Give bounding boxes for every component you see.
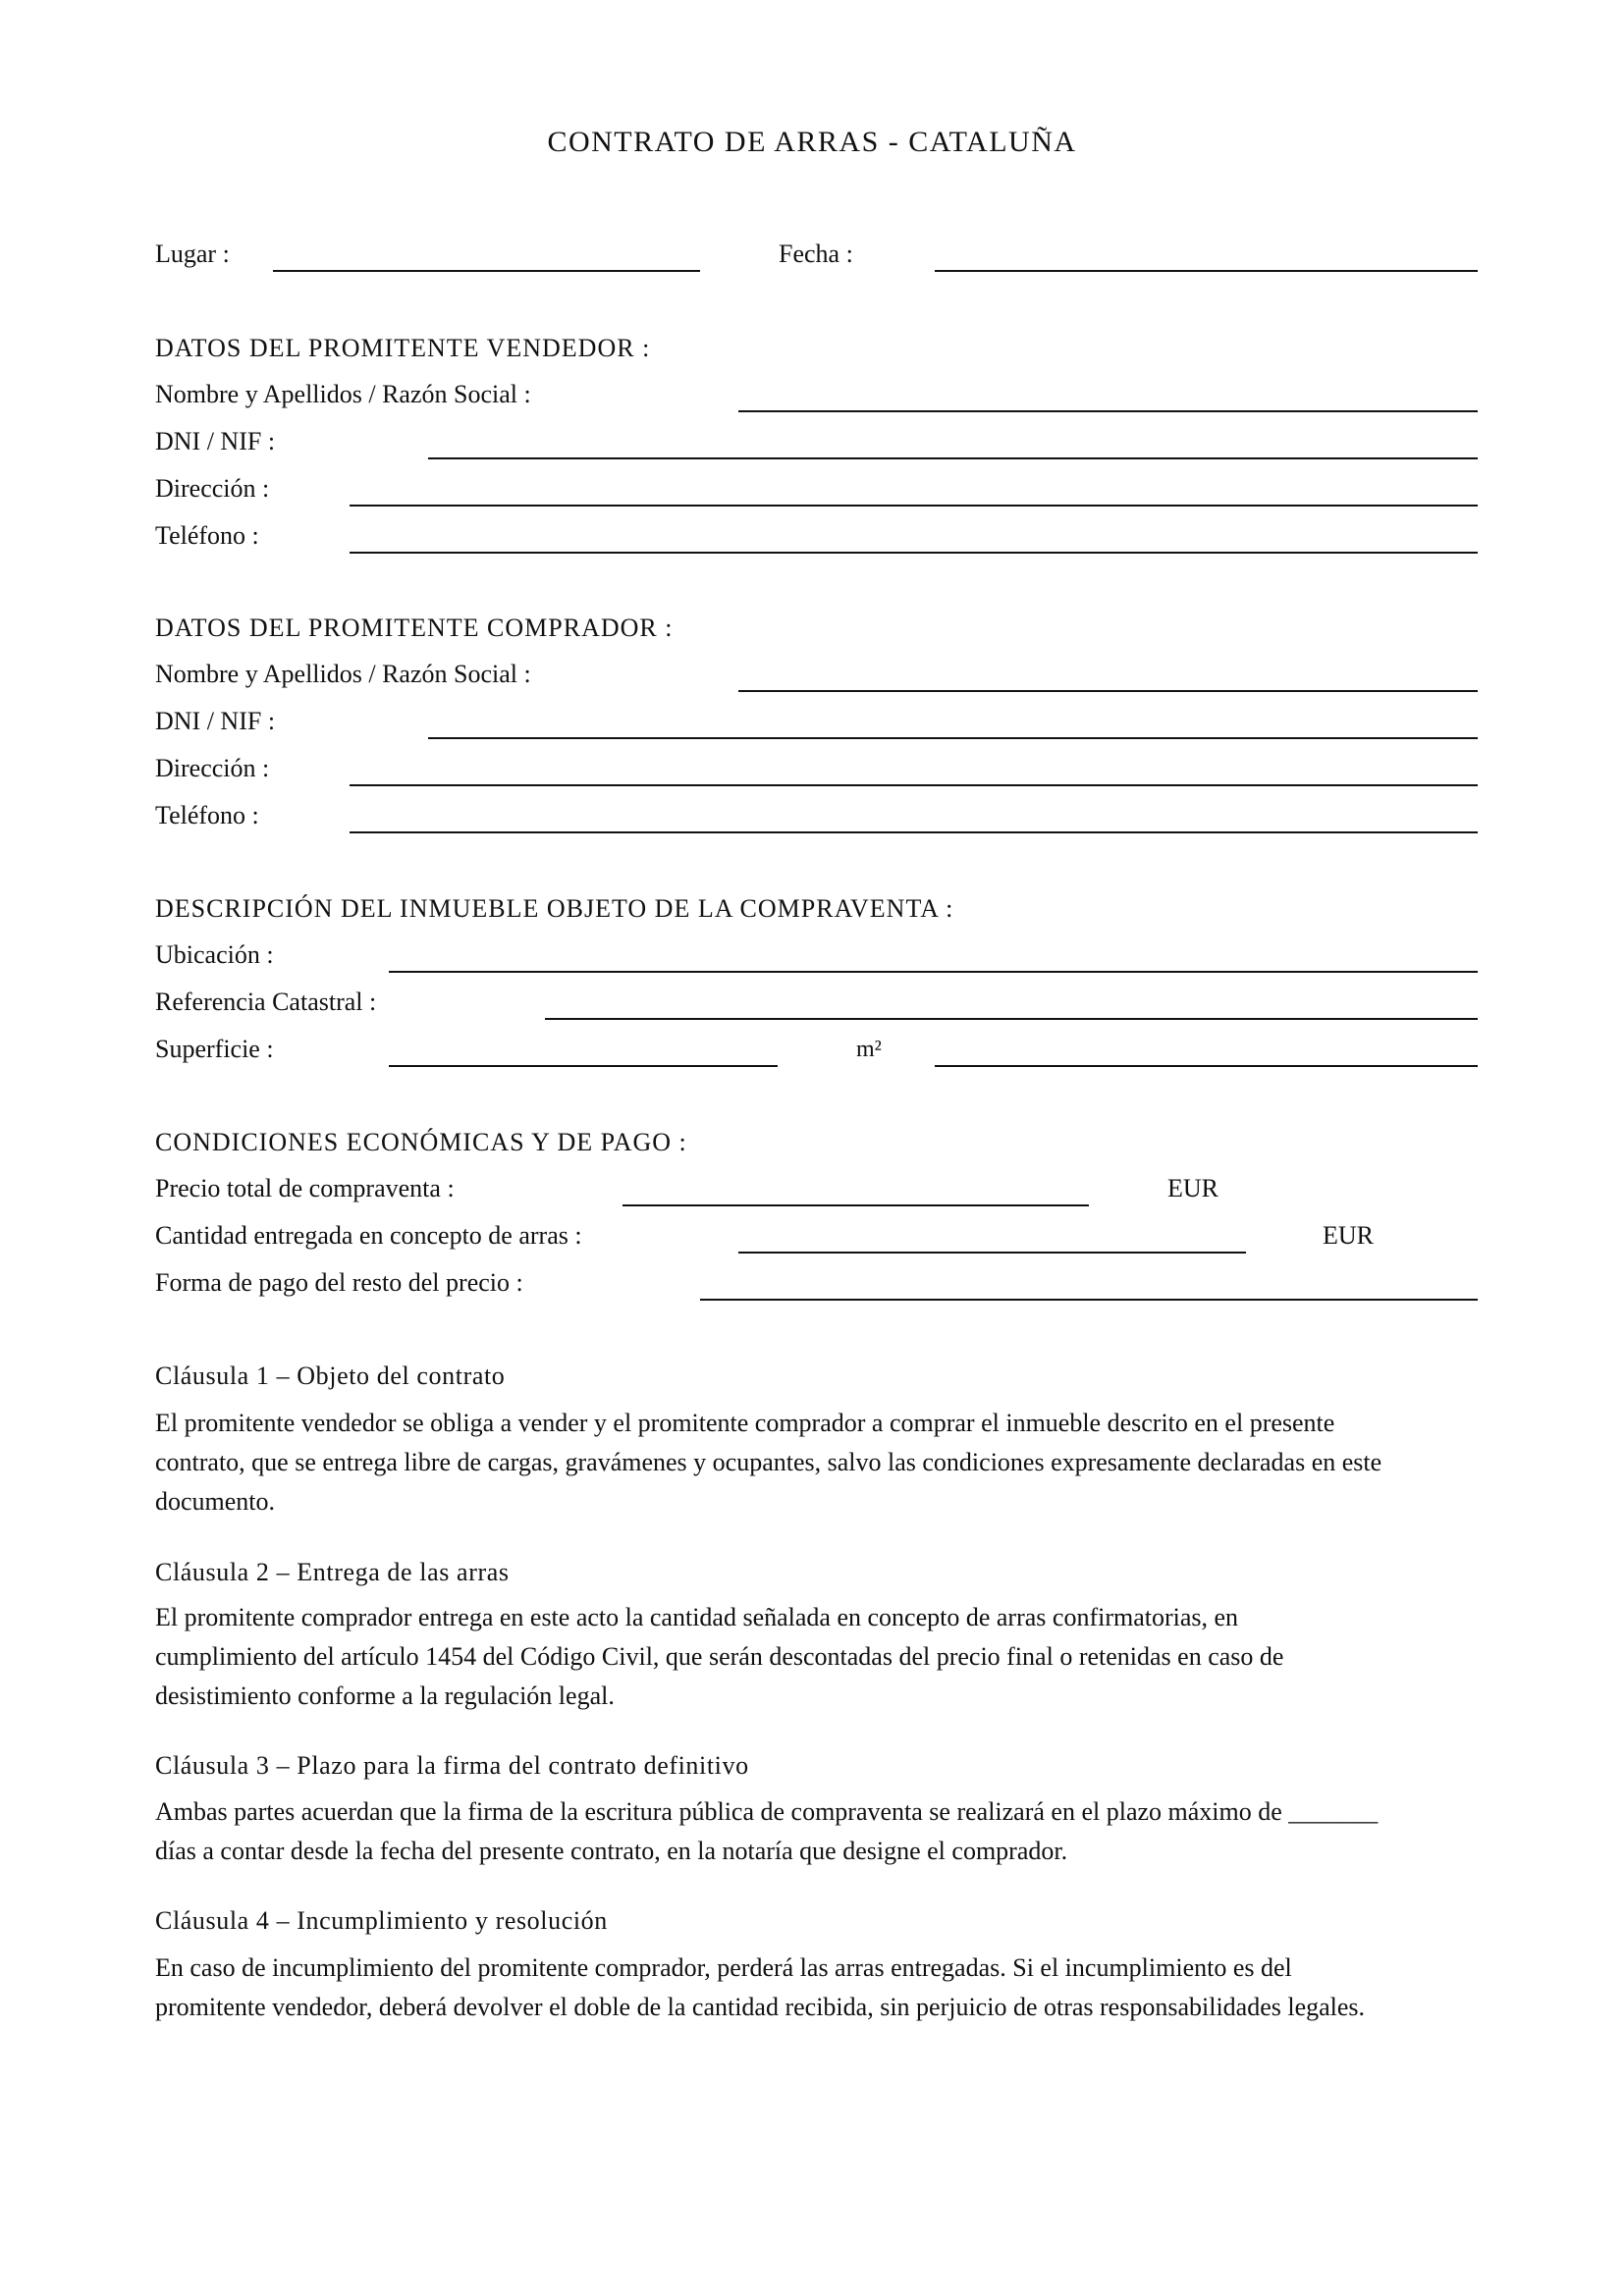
arras-field[interactable] [738,1252,1246,1254]
comprador-dni-label: DNI / NIF : [155,707,276,735]
clausula-2-title: Cláusula 2 – Entrega de las arras [155,1558,510,1586]
comprador-dni-field[interactable] [428,737,1478,739]
vendedor-direccion-label: Dirección : [155,474,270,503]
precio-field[interactable] [623,1204,1089,1206]
arras-label: Cantidad entregada en concepto de arras : [155,1221,582,1250]
ubicacion-label: Ubicación : [155,940,274,969]
arras-currency: EUR [1323,1221,1374,1250]
superficie-extra-field[interactable] [935,1065,1478,1067]
precio-label: Precio total de compraventa : [155,1174,455,1202]
comprador-heading: DATOS DEL PROMITENTE COMPRADOR : [155,614,674,642]
clausula-4-body [155,1949,1490,2027]
vendedor-direccion-field[interactable] [350,505,1478,507]
ubicacion-field[interactable] [389,971,1478,973]
vendedor-telefono-field[interactable] [350,552,1478,554]
referencia-label: Referencia Catastral : [155,988,377,1016]
comprador-telefono-label: Teléfono : [155,801,259,829]
superficie-field[interactable] [389,1065,778,1067]
lugar-field[interactable] [273,270,700,272]
condiciones-heading: CONDICIONES ECONÓMICAS Y DE PAGO : [155,1128,687,1156]
forma-pago-field[interactable] [700,1299,1478,1301]
vendedor-nombre-field[interactable] [738,410,1478,412]
fecha-label: Fecha : [779,240,853,268]
inmueble-heading: DESCRIPCIÓN DEL INMUEBLE OBJETO DE LA COMPRAVENTA : [155,894,954,923]
vendedor-dni-field[interactable] [428,457,1478,459]
clausula-2-line: El promitente comprador entrega en este acto la cantidad señalada en concepto de arras confirmatorias, en [155,1603,1239,1631]
clausula-4-title: Cláusula 4 – Incumplimiento y resolución [155,1906,608,1935]
comprador-nombre-field[interactable] [738,690,1478,692]
clausula-4-line: En caso de incumplimiento del promitente comprador, perderá las arras entregadas. Si el incumplimiento es del [155,1953,1292,1982]
clausula-2-body [155,1598,1490,1716]
clausula-3-line: Ambas partes acuerdan que la firma de la escritura pública de compraventa se realizará en el plazo máximo de _______ [155,1797,1379,1826]
precio-currency: EUR [1167,1174,1218,1202]
clausula-4-line: promitente vendedor, deberá devolver el doble de la cantidad recibida, sin perjuicio de otras responsabilidades legales. [155,1993,1366,2021]
clausula-1-body [155,1404,1490,1522]
clausula-3-line: días a contar desde la fecha del presente contrato, en la notaría que designe el comprador. [155,1837,1068,1865]
comprador-telefono-field[interactable] [350,831,1478,833]
vendedor-dni-label: DNI / NIF : [155,427,276,455]
clausula-3-body [155,1792,1490,1871]
clausula-1-line: documento. [155,1487,276,1516]
vendedor-telefono-label: Teléfono : [155,521,259,550]
clausula-1-title: Cláusula 1 – Objeto del contrato [155,1362,506,1390]
forma-pago-label: Forma de pago del resto del precio : [155,1268,523,1297]
vendedor-heading: DATOS DEL PROMITENTE VENDEDOR : [155,334,651,362]
superficie-label: Superficie : [155,1035,274,1063]
clausula-1-line: El promitente vendedor se obliga a vender y el promitente comprador a comprar el inmueble descrito en el presente [155,1409,1335,1437]
clausula-2-line: cumplimiento del artículo 1454 del Código Civil, que serán descontadas del precio final o retenidas en caso de [155,1642,1284,1671]
clausula-2-line: desistimiento conforme a la regulación legal. [155,1682,615,1710]
referencia-field[interactable] [545,1018,1478,1020]
superficie-unit: m² [856,1037,882,1062]
clausula-1-line: contrato, que se entrega libre de cargas, gravámenes y ocupantes, salvo las condiciones expresamente declaradas en este [155,1448,1382,1476]
comprador-nombre-label: Nombre y Apellidos / Razón Social : [155,660,531,688]
vendedor-nombre-label: Nombre y Apellidos / Razón Social : [155,380,531,408]
fecha-field[interactable] [935,270,1478,272]
lugar-label: Lugar : [155,240,230,268]
comprador-direccion-label: Dirección : [155,754,270,782]
document-title: CONTRATO DE ARRAS - CATALUÑA [547,126,1077,158]
clausula-3-title: Cláusula 3 – Plazo para la firma del contrato definitivo [155,1751,749,1780]
comprador-direccion-field[interactable] [350,784,1478,786]
